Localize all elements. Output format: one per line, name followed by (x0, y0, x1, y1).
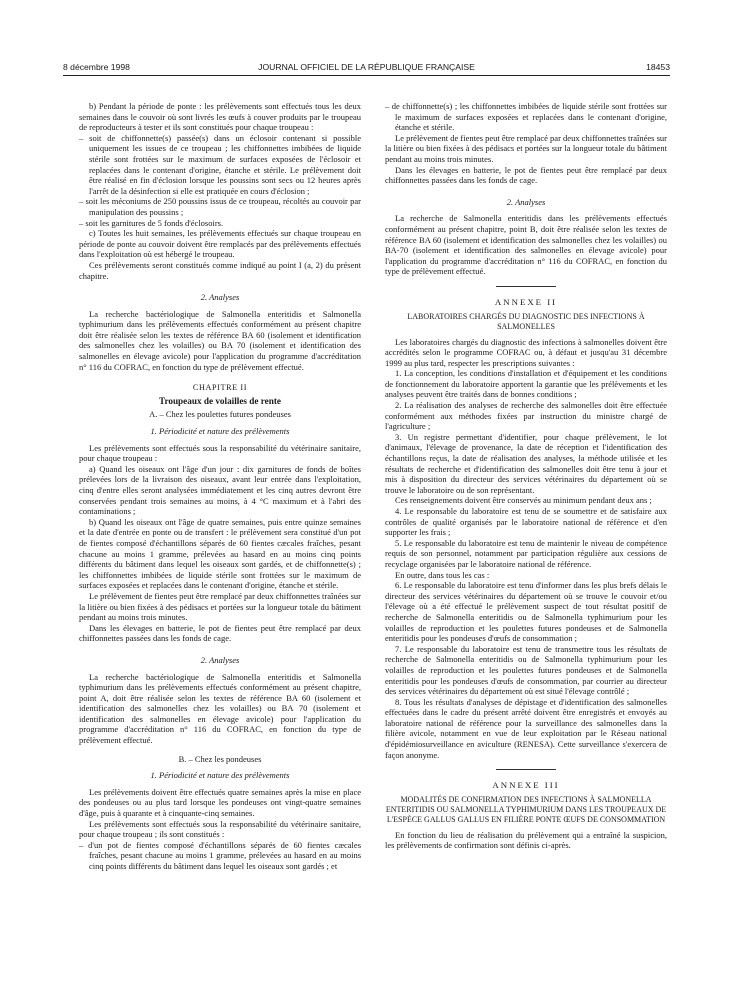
section-divider (496, 769, 556, 770)
paragraph: Le prélèvement de fientes peut être remplacé par deux chiffonnettes traînées sur la litière ou bien fixées à des pédisacs et portées sur la longueur totale du bâtiment pendant au moins trois minutes. (385, 132, 667, 164)
section-title: B. – Chez les pondeuses (178, 753, 262, 764)
list-item: 5. Le responsable du laboratoire est tenu de maintenir le niveau de compétence requis de son personnel, notamment par participation régulière aux cessions de recyclage organisées par le laboratoire national de référence. (385, 537, 667, 569)
section-divider (496, 286, 556, 287)
paragraph-b-ponte: b) Pendant la période de ponte : les prélèvements sont effectués tous les deux semaines dans le couvoir où sont livrés les œufs à couver produits par le troupeau de reproducteurs à tester et ils sont constitués pour chaque troupeau : (79, 101, 361, 133)
list-item: – soit les garnitures de 5 fonds d'éclosoirs. (79, 217, 224, 228)
chapter-title: Troupeaux de volailles de rente (159, 395, 281, 406)
header-journal-title: JOURNAL OFFICIEL DE LA RÉPUBLIQUE FRANÇAISE (258, 62, 475, 72)
paragraph: Ces renseignements doivent être conservés au minimum pendant deux ans ; (395, 495, 652, 506)
paragraph: Les laboratoires chargés du diagnostic des infections à salmonelles doivent être accrédités selon le programme COFRAC ou, à défaut et jusqu'au 31 décembre 1999 au plus tard, respecter les prescriptions suivantes : (385, 336, 667, 368)
list-item: 3. Un registre permettant d'identifier, pour chaque prélèvement, le lot d'animaux, l'élevage de provenance, la date de réception et l'identification des échantillons reçus, la date de réalisation des analyses, la méthode utilisée et les résultats de recherche et d'identification des salmonelles doit être tenu à jour et mis à disposition du directeur des services vétérinaires du département où se trouve le laboratoire ou de son représentant. (385, 431, 667, 495)
page-header (63, 60, 670, 74)
chapter-label: CHAPITRE II (192, 383, 248, 393)
left-column (79, 101, 361, 872)
list-item: – soit de chiffonnette(s) passée(s) dans un éclosoir contenant si possible uniquement les issues de ce troupeau ; les chiffonnettes imbibées de liquide stérile sont frottées sur le maximum de surfaces exposées de l'éclosoir et replacées dans le contenant d'origine, étanche et stérile. Le prélèvement doit être réalisé en fin d'éclosion lorsque les poussins sont secs ou 12 heures après l'arrêt de la désinfection si elle est pratiquée en cours d'éclosion ; (79, 132, 361, 196)
list-item: 6. Le responsable du laboratoire est tenu d'informer dans les plus brefs délais le directeur des services vétérinaires du département où se trouve le couvoir et/ou l'élevage où a été effectué le prélèvement suspect de tout résultat positif de recherche de Salmonella enteritidis ou de Salmonella typhimurium pour les volailles de reproduction et les poulettes futures pondeuses et de Salmonella enteritidis pour les pondeuses d'œufs de consommation ; (385, 580, 667, 644)
paragraph: Dans les élevages en batterie, le pot de fientes peut être remplacé par deux chiffonnettes passées dans les fonds de cage. (385, 164, 667, 186)
paragraph: Dans les élevages en batterie, le pot de fientes peut être remplacé par deux chiffonnettes passées dans les fonds de cage. (79, 622, 361, 644)
paragraph: La recherche bactériologique de Salmonella enteritidis et Salmonella typhimurium dans les prélèvements effectués conformément au présent chapitre doit être réalisée selon les textes de référence BA 60 (isolement et identification des salmonelles chez les volailles) ou BA 70 (isolement et identification des salmonelles en élevage avicole) pour l'application du programme d'accréditation n° 116 du COFRAC, en fonction du type de prélèvement effectué. (79, 308, 361, 372)
list-item: – soit les méconiums de 250 poussins issus de ce troupeau, récoltés au couvoir par manipulation des poussins ; (79, 196, 361, 217)
paragraph: b) Quand les oiseaux ont l'âge de quatre semaines, puis entre quinze semaines et la date d'entrée en ponte ou de transfert : le prélèvement sera constitué d'un pot de fientes composé d'échantillons séparés de 60 fientes cæcales fraîches, pesant chacune au moins 1 gramme, prélevées au hasard en au moins cinq points différents du bâtiment dans lequel les oiseaux sont gardés, et de chiffonnette(s) ; les chiffonnettes imbibées de liquide stérile sont frottées sur le maximum de surfaces exposées et replacées dans le contenant d'origine, étanche et stérile. (79, 516, 361, 591)
list-item: – d'un pot de fientes composé d'échantillons séparés de 60 fientes cæcales fraîches, pesant chacune au moins 1 gramme, prélevées au hasard en au moins cinq points différents du bâtiment dans lequel les oiseaux sont gardés ; et (79, 839, 361, 871)
paragraph: Le prélèvement de fientes peut être remplacé par deux chiffonnettes traînées sur la litière ou bien fixées à des pédisacs et portées sur la longueur totale du bâtiment pendant au moins trois minutes. (79, 590, 361, 623)
annex-title: LABORATOIRES CHARGÉS DU DIAGNOSTIC DES INFECTIONS À SALMONELLES (407, 311, 645, 331)
subsection-title: 2. Analyses (200, 292, 240, 303)
paragraph: Les prélèvements sont effectués sous la responsabilité du vétérinaire sanitaire, pour chaque troupeau : (79, 442, 361, 464)
paragraph: Les prélèvements doivent être effectués quatre semaines après la mise en place des pondeuses ou au plus tard lorsque les pondeuses ont vingt-quatre semaines d'âge, puis à quarante et à cinquante-cinq semaines. (79, 786, 361, 819)
paragraph-c: c) Toutes les huit semaines, les prélèvements effectués sur chaque troupeau en période de ponte au couvoir doivent être remplacés par des prélèvements effectués dans l'exploitation où est hébergé le troupeau. (79, 228, 361, 260)
header-date: 8 décembre 1998 (63, 62, 130, 72)
list-item: 7. Le responsable du laboratoire est tenu de transmettre tous les résultats de recherche de Salmonella enteritidis ou de Salmonella typhimurium pour les volailles de reproduction et les poulettes futures pondeuses et de Salmonella enteritidis pour les pondeuses d'œufs de consommation, par courrier au directeur des services vétérinaires du département où est situé l'élevage contrôlé ; (385, 643, 667, 697)
paragraph: a) Quand les oiseaux ont l'âge d'un jour : dix garnitures de fonds de boîtes prélevées lors de la livraison des oiseaux, avant leur entrée dans l'exploitation, cinq d'entre elles seront analysées immédiatement et les cinq autres devront être conservées pendant trois semaines au moins, à 4 °C maximum et à l'abri des contaminations ; (79, 463, 361, 517)
header-page-number: 18453 (646, 62, 670, 72)
paragraph: En outre, dans tous les cas : (395, 569, 490, 580)
list-item: 4. Le responsable du laboratoire est tenu de se soumettre et de satisfaire aux contrôles de qualité organisés par le laboratoire national de référence et d'en supporter les frais ; (385, 506, 667, 538)
right-column (385, 101, 667, 851)
annex-label: ANNEXE II (494, 296, 558, 307)
paragraph: En fonction du lieu de réalisation du prélèvement qui a entraîné la suspicion, les prélèvements de confirmation sont définis ci-après. (385, 829, 667, 851)
annex-label: ANNEXE III (492, 780, 560, 791)
list-item: 1. La conception, les conditions d'installation et d'équipement et les conditions de fonctionnement du laboratoire apportent la garantie que les prélèvements et les analyses peuvent être traités dans de bonnes conditions ; (385, 368, 667, 400)
annex-title: MODALITÉS DE CONFIRMATION DES INFECTIONS À SALMONELLA ENTERITIDIS OU SALMONELLA TYPHIMURIUM DANS LES TROUPEAUX DE L'ESPÈCE GALLUS GALLUS EN FILIÈRE PONTE ŒUFS DE CONSOMMATION (385, 794, 667, 824)
list-item: 8. Tous les résultats d'analyses de dépistage et d'identification des salmonelles effectuées dans le cadre du présent arrêté doivent être enregistrés et envoyés au laboratoire national de référence pour la surveillance des salmonelles dans la filière avicole, notamment en vue de leur exploitation par le Réseau national d'épidémiosurveillance en aviculture (RENESA). Cette surveillance s'exercera de façon anonyme. (385, 696, 667, 760)
subsection-title: 1. Périodicité et nature des prélèvements (150, 426, 290, 437)
subsection-title: 2. Analyses (506, 196, 546, 207)
section-title: A. – Chez les poulettes futures pondeuses (149, 409, 291, 420)
subsection-title: 1. Périodicité et nature des prélèvements (150, 770, 290, 781)
paragraph: Les prélèvements sont effectués sous la responsabilité du vétérinaire sanitaire, pour chaque troupeau ; ils sont constitués : (79, 818, 361, 840)
paragraph: La recherche de Salmonella enteritidis dans les prélèvements effectués conformément au présent chapitre, point B, doit être réalisée selon les textes de référence BA 60 (isolement et identification des salmonelles chez les volailles) ou BA-70 (isolement et identification des salmonelles en élevage avicole) pour l'application du programme d'accréditation n° 116 du COFRAC, en fonction du type de prélèvement effectué. (385, 213, 667, 277)
list-item: – de chiffonnette(s) ; les chiffonnettes imbibées de liquide stérile sont frottées sur le maximum de surfaces exposées et replacées dans le contenant d'origine, étanche et stérile. (385, 101, 667, 133)
paragraph: La recherche bactériologique de Salmonella enteritidis et Salmonella typhimurium dans les prélèvements effectués conformément au présent chapitre, point A, doit être réalisée selon les textes de référence BA 60 (isolement et identification des salmonelles chez les volailles) ou BA 70 (isolement et identification des salmonelles en élevage avicole) pour l'application du programme d'accréditation n° 116 du COFRAC, en fonction du type de prélèvement effectué. (79, 671, 361, 746)
list-item: 2. La réalisation des analyses de recherche des salmonelles doit être effectuée conformément aux méthodes fixées par instruction du ministre chargé de l'agriculture ; (385, 400, 667, 432)
paragraph: Ces prélèvements seront constitués comme indiqué au point I (a, 2) du présent chapitre. (79, 259, 361, 281)
subsection-title: 2. Analyses (200, 654, 240, 665)
header-rule (63, 75, 670, 76)
